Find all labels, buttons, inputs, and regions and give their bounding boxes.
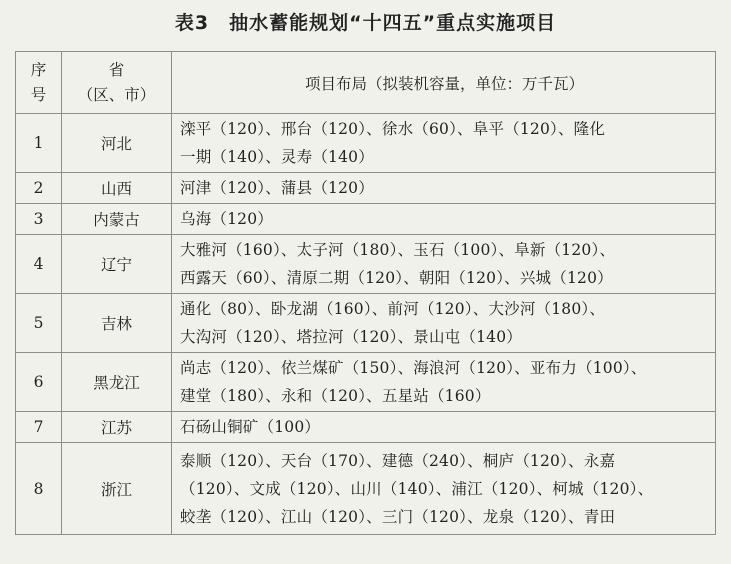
table-row	[16, 412, 716, 443]
table-row	[16, 114, 716, 173]
row-number: 4	[16, 235, 62, 294]
project-line: 尚志（120）、依兰煤矿（150）、海浪河（120）、亚布力（100）、	[180, 359, 647, 377]
project-line: 乌海（120）	[180, 210, 273, 228]
table-header-row	[16, 52, 716, 114]
project-line: 大雅河（160）、太子河（180）、玉石（100）、阜新（120）、	[180, 241, 616, 259]
project-line: 一期（140）、灵寿（140）	[180, 148, 374, 166]
projects-table	[15, 51, 716, 535]
row-number: 1	[16, 114, 62, 173]
header-province-line1: 省	[108, 60, 125, 79]
row-province: 江苏	[62, 412, 172, 443]
row-projects	[172, 173, 716, 204]
row-province: 吉林	[62, 294, 172, 353]
row-province: 浙江	[62, 443, 172, 535]
table-row	[16, 204, 716, 235]
project-line: 石砀山铜矿（100）	[180, 418, 321, 436]
project-line: 大沟河（120）、塔拉河（120）、景山屯（140）	[180, 328, 522, 346]
row-projects	[172, 412, 716, 443]
row-number: 7	[16, 412, 62, 443]
row-number: 8	[16, 443, 62, 535]
row-projects	[172, 114, 716, 173]
row-province: 内蒙古	[62, 204, 172, 235]
row-province: 辽宁	[62, 235, 172, 294]
project-line: 蛟垄（120）、江山（120）、三门（120）、龙泉（120）、青田	[180, 507, 616, 526]
row-number: 2	[16, 173, 62, 204]
table-row	[16, 294, 716, 353]
row-projects	[172, 204, 716, 235]
row-province: 黑龙江	[62, 353, 172, 412]
project-line: 河津（120）、蒲县（120）	[180, 179, 374, 197]
header-serial-line1: 序	[30, 60, 47, 79]
project-line: 滦平（120）、邢台（120）、徐水（60）、阜平（120）、隆化	[180, 120, 606, 138]
row-projects	[172, 443, 716, 535]
header-projects: 项目布局（拟装机容量，单位：万千瓦）	[172, 52, 716, 114]
header-province	[62, 52, 172, 114]
table-row	[16, 173, 716, 204]
table-title: 表3 抽水蓄能规划“十四五”重点实施项目	[174, 12, 557, 34]
project-line: （120）、文成（120）、山川（140）、浦江（120）、柯城（120）、	[180, 479, 654, 498]
row-number: 5	[16, 294, 62, 353]
header-serial-line2: 号	[30, 85, 47, 104]
row-projects	[172, 353, 716, 412]
project-line: 通化（80）、卧龙湖（160）、前河（120）、大沙河（180）、	[180, 300, 606, 318]
row-projects	[172, 294, 716, 353]
table-row	[16, 443, 716, 535]
project-line: 建堂（180）、永和（120）、五星站（160）	[180, 387, 491, 405]
row-province: 河北	[62, 114, 172, 173]
row-number: 3	[16, 204, 62, 235]
project-line: 泰顺（120）、天台（170）、建德（240）、桐庐（120）、永嘉	[180, 451, 616, 470]
row-number: 6	[16, 353, 62, 412]
header-province-line2: （区、市）	[77, 85, 156, 104]
table-row	[16, 353, 716, 412]
row-projects	[172, 235, 716, 294]
header-serial-number	[16, 52, 62, 114]
row-province: 山西	[62, 173, 172, 204]
table-row	[16, 235, 716, 294]
project-line: 西露天（60）、清原二期（120）、朝阳（120）、兴城（120）	[180, 269, 613, 287]
